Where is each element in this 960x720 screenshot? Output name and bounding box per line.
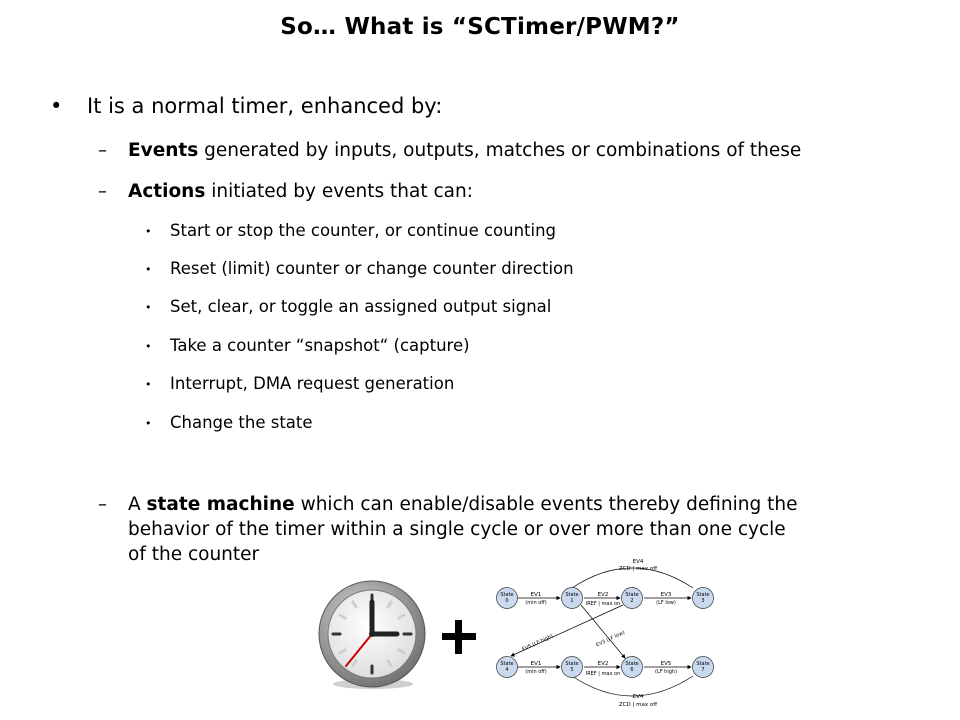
action-item: Reset (limit) counter or change counter direction — [170, 259, 574, 278]
state-node — [562, 588, 583, 609]
action-item: Start or stop the counter, or continue counting — [170, 221, 557, 240]
edge-cond: (LF high) — [654, 669, 678, 675]
bullet-dot-small: • — [145, 301, 152, 314]
dash-marker: – — [98, 494, 107, 515]
svg-text:State1: State 1 — [565, 592, 579, 604]
edge-cond: IREF | max on — [585, 601, 621, 607]
slide-title: So… What is “SCTimer/PWM?” — [280, 14, 680, 40]
top-arc-cond: ZCD | max off — [618, 566, 658, 572]
edge-event: EV3 — [660, 592, 672, 598]
edge-cond: IREF | max on — [585, 671, 621, 677]
state-node — [497, 657, 518, 678]
bottom-arc-cond: ZCD | max off — [618, 702, 658, 708]
edge-event: EV2 — [597, 592, 609, 598]
actions-item — [128, 179, 918, 204]
bullet-dot: • — [50, 94, 63, 118]
action-item: Take a counter “snapshot“ (capture) — [170, 336, 470, 355]
sm-prefix: A — [128, 494, 147, 515]
edge-cond: (LF low) — [656, 600, 676, 606]
edge-event: EV2 — [597, 661, 609, 667]
cross-down-label: EV3 (LF low) — [595, 629, 626, 649]
state-machine-diagram — [488, 552, 728, 712]
edge-cond: (min off) — [525, 600, 547, 606]
sm-text-line1: which can enable/disable events thereby defining the — [294, 494, 798, 515]
bullet-dot-small: • — [145, 417, 152, 430]
main-bullet-text: It is a normal timer, enhanced by: — [87, 94, 443, 118]
bullet-dot-small: • — [145, 225, 152, 238]
clock-icon — [316, 580, 428, 692]
edge-event: EV5 — [660, 661, 672, 667]
action-item: Set, clear, or toggle an assigned output signal — [170, 297, 552, 316]
svg-text:State7: State 7 — [696, 661, 710, 673]
state-node — [693, 657, 714, 678]
bullet-dot-small: • — [145, 263, 152, 276]
sm-text-line3: of the counter — [128, 544, 260, 565]
action-item: Interrupt, DMA request generation — [170, 374, 455, 393]
cross-up-label: EV5 (LF high) — [521, 633, 554, 653]
action-item: Change the state — [170, 413, 313, 432]
svg-text:State2: State 2 — [625, 592, 639, 604]
dash-marker: – — [98, 181, 107, 202]
events-text: generated by inputs, outputs, matches or combinations of these — [198, 140, 802, 161]
edge-event: EV1 — [530, 661, 542, 667]
sm-bold: state machine — [146, 494, 295, 515]
state-node — [622, 657, 643, 678]
svg-text:State0: State 0 — [500, 592, 514, 604]
svg-text:State4: State 4 — [500, 661, 514, 673]
bottom-arc-event: EV4 — [632, 694, 644, 700]
events-item — [128, 138, 918, 163]
state-node — [622, 588, 643, 609]
top-arc-event: EV4 — [632, 559, 644, 565]
state-node — [693, 588, 714, 609]
events-bold: Events — [128, 140, 199, 161]
actions-text: initiated by events that can: — [205, 181, 473, 202]
edge-cond: (min off) — [525, 669, 547, 675]
state-node — [497, 588, 518, 609]
dash-marker: – — [98, 140, 107, 161]
sm-text-line2: behavior of the timer within a single cycle or over more than one cycle — [128, 519, 786, 540]
svg-text:State5: State 5 — [565, 661, 579, 673]
svg-text:State3: State 3 — [696, 592, 710, 604]
bullet-dot-small: • — [145, 340, 152, 353]
edge-event: EV1 — [530, 592, 542, 598]
svg-text:State6: State 6 — [625, 661, 639, 673]
state-node — [562, 657, 583, 678]
plus-icon — [439, 617, 479, 657]
actions-bold: Actions — [128, 181, 206, 202]
bullet-dot-small: • — [145, 378, 152, 391]
